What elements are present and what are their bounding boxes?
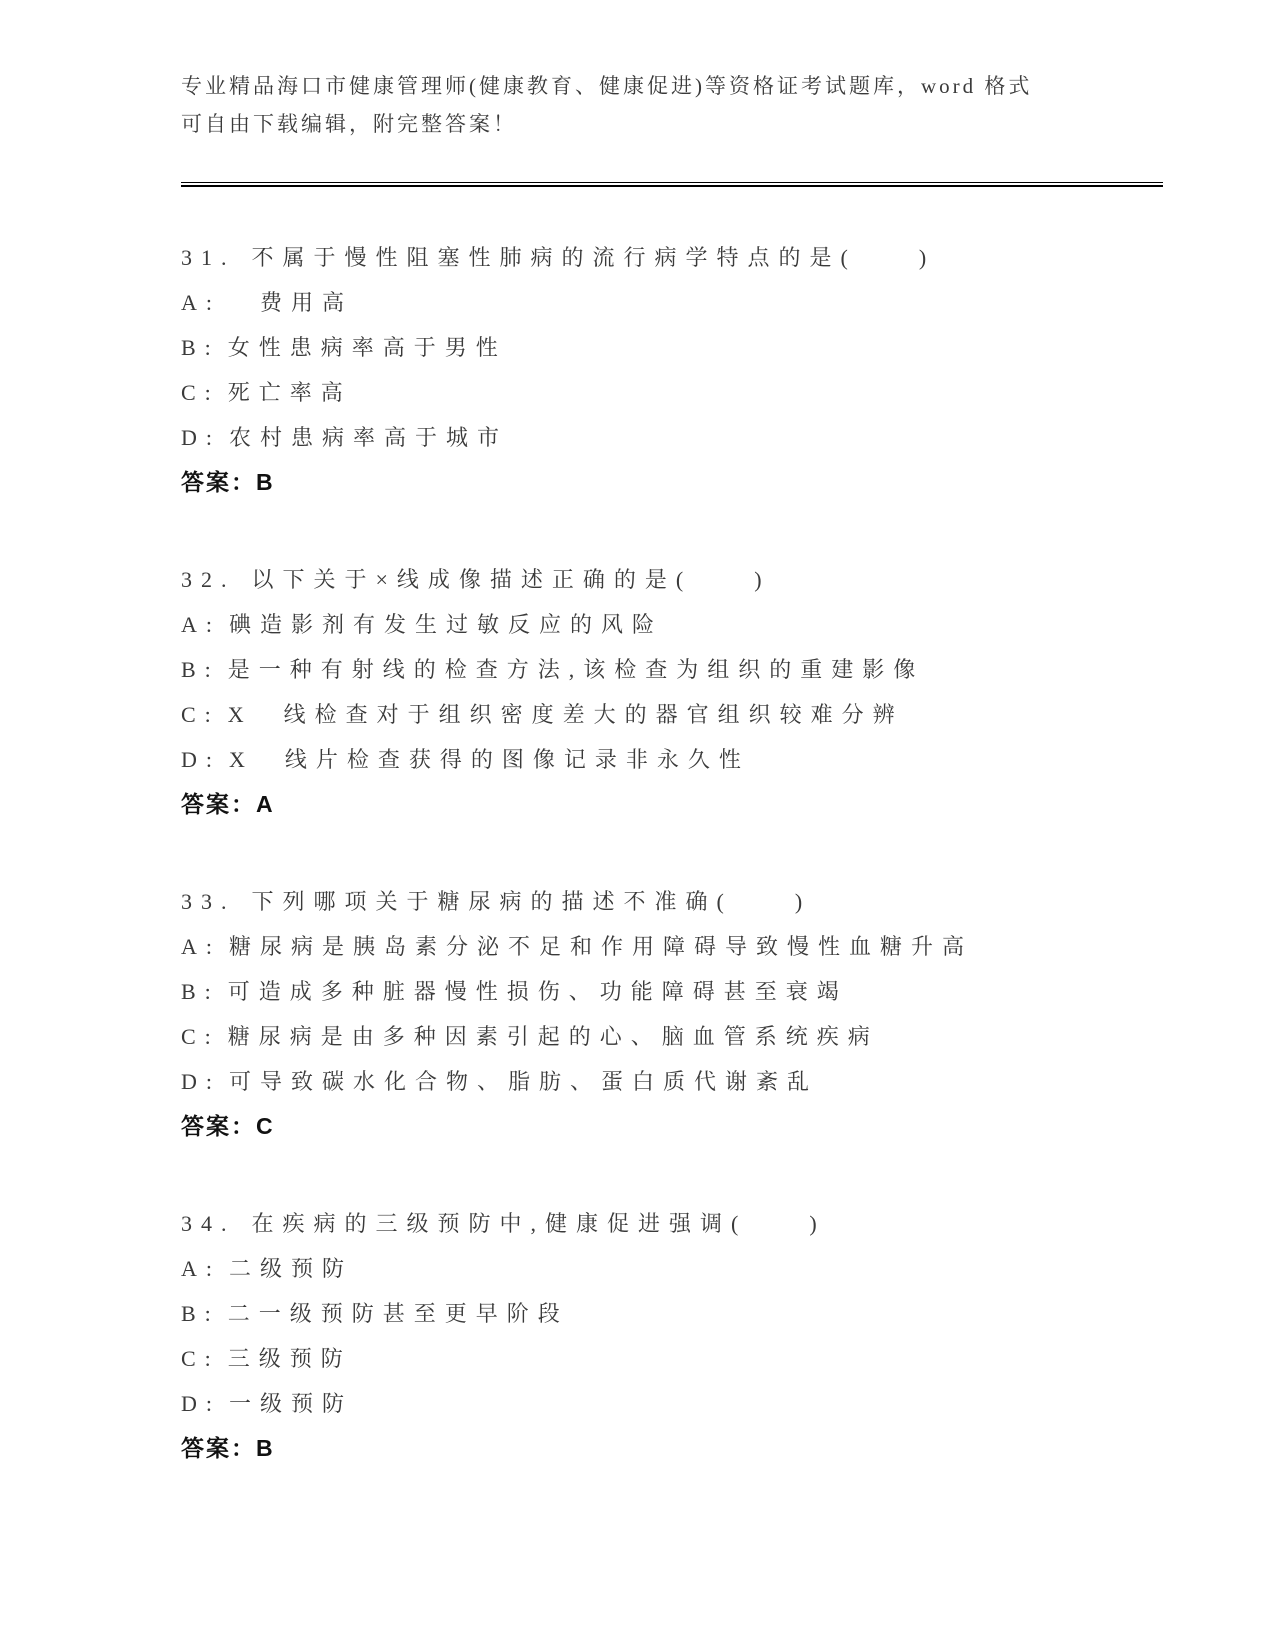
option-row-a — [181, 602, 1163, 647]
option-label: C: — [181, 702, 220, 727]
question-list — [181, 187, 1163, 1471]
answer-value: A — [256, 791, 275, 817]
option-label: B: — [181, 335, 220, 360]
answer-label: 答案： — [181, 469, 256, 495]
question-text: 不属于慢性阻塞性肺病的流行病学特点的是( ) — [251, 245, 936, 270]
answer-row — [181, 782, 1163, 827]
option-label: D: — [181, 1069, 221, 1094]
option-text: 是一种有射线的检查方法,该检查为组织的重建影像 — [227, 657, 925, 682]
option-label: A: — [181, 934, 221, 959]
option-text: 碘造影剂有发生过敏反应的风险 — [229, 612, 664, 637]
option-row-c — [181, 1336, 1163, 1381]
option-row-c — [181, 370, 1163, 415]
option-text: 二一级预防甚至更早阶段 — [227, 1301, 569, 1326]
option-label: C: — [181, 1346, 220, 1371]
answer-label: 答案： — [181, 1113, 256, 1139]
question-block-32 — [181, 557, 1163, 827]
option-label: B: — [181, 657, 220, 682]
option-row-d — [181, 1381, 1163, 1426]
option-text: 农村患病率高于城市 — [229, 425, 509, 450]
question-block-33 — [181, 879, 1163, 1149]
answer-value: B — [256, 469, 275, 495]
question-text: 下列哪项关于糖尿病的描述不准确( ) — [251, 889, 812, 914]
option-row-a — [181, 280, 1163, 325]
option-text: 可导致碳水化合物、脂肪、蛋白质代谢紊乱 — [229, 1069, 819, 1094]
option-text: 可造成多种脏器慢性损伤、功能障碍甚至衰竭 — [227, 979, 848, 1004]
option-row-c — [181, 1014, 1163, 1059]
option-label: C: — [181, 380, 220, 405]
option-label: A: — [181, 612, 221, 637]
option-row-d — [181, 415, 1163, 460]
option-text: 一级预防 — [229, 1391, 354, 1416]
question-text: 以下关于×线成像描述正确的是( ) — [251, 567, 771, 592]
option-text: 糖尿病是由多种因素引起的心、脑血管系统疾病 — [227, 1024, 879, 1049]
answer-label: 答案： — [181, 791, 256, 817]
answer-row — [181, 460, 1163, 505]
option-text: 死亡率高 — [227, 380, 352, 405]
option-label: D: — [181, 1391, 221, 1416]
document-page — [181, 0, 1163, 1471]
answer-value: B — [256, 1435, 275, 1461]
question-title — [181, 879, 1163, 924]
option-text: 三级预防 — [227, 1346, 352, 1371]
question-number: 31. — [181, 245, 236, 270]
header-line-2: 可自由下载编辑，附完整答案！ — [181, 112, 517, 136]
option-text: X 线检查对于组织密度差大的器官组织较难分辨 — [227, 702, 904, 727]
option-row-b — [181, 969, 1163, 1014]
question-block-34 — [181, 1201, 1163, 1471]
answer-row — [181, 1426, 1163, 1471]
option-text: 糖尿病是胰岛素分泌不足和作用障碍导致慢性血糖升高 — [229, 934, 974, 959]
option-label: D: — [181, 747, 221, 772]
option-row-b — [181, 1291, 1163, 1336]
option-label: C: — [181, 1024, 220, 1049]
question-title — [181, 235, 1163, 280]
answer-label: 答案： — [181, 1435, 256, 1461]
option-label: D: — [181, 425, 221, 450]
question-title — [181, 557, 1163, 602]
option-row-c — [181, 692, 1163, 737]
question-block-31 — [181, 235, 1163, 505]
option-row-a — [181, 924, 1163, 969]
option-label: B: — [181, 979, 220, 1004]
option-row-d — [181, 1059, 1163, 1104]
document-header — [181, 0, 1163, 143]
option-text: X 线片检查获得的图像记录非永久性 — [229, 747, 750, 772]
option-row-b — [181, 647, 1163, 692]
answer-row — [181, 1104, 1163, 1149]
question-number: 33. — [181, 889, 236, 914]
question-text: 在疾病的三级预防中,健康促进强调( ) — [251, 1211, 826, 1236]
header-line-1: 专业精品海口市健康管理师(健康教育、健康促进)等资格证考试题库，word 格式 — [181, 74, 1033, 98]
option-row-b — [181, 325, 1163, 370]
question-title — [181, 1201, 1163, 1246]
option-text: 二级预防 — [229, 1256, 354, 1281]
option-label: A: — [181, 1256, 221, 1281]
option-label: A: — [181, 290, 221, 315]
option-text: 女性患病率高于男性 — [227, 335, 507, 360]
option-row-d — [181, 737, 1163, 782]
option-row-a — [181, 1246, 1163, 1291]
question-number: 32. — [181, 567, 236, 592]
answer-value: C — [256, 1113, 275, 1139]
question-number: 34. — [181, 1211, 236, 1236]
option-text: 费用高 — [229, 290, 354, 315]
option-label: B: — [181, 1301, 220, 1326]
